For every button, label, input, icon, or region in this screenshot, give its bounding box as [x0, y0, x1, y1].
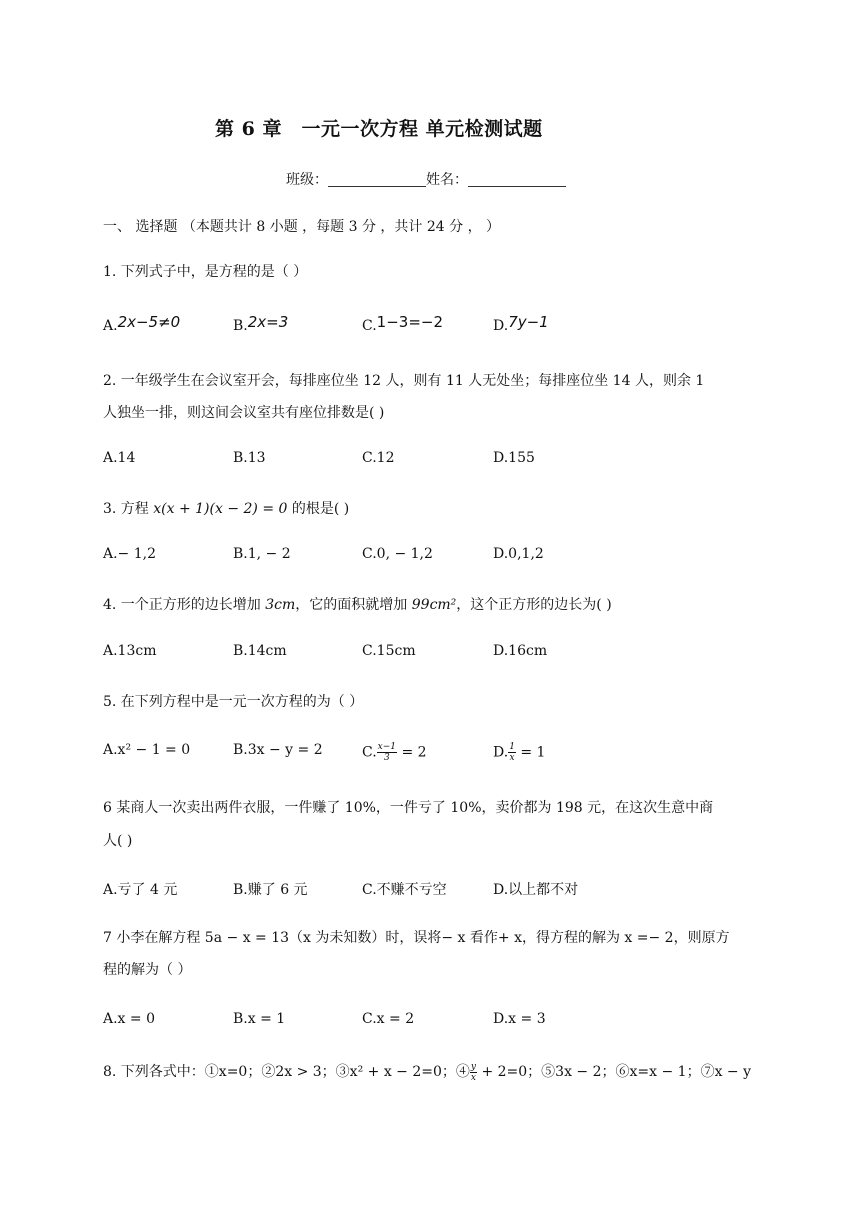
option-a: A.x = 0 — [103, 1011, 155, 1027]
question-8-stem: 8. 下列各式中：①x=0；②2x > 3；③x² + x − 2=0；④ $\frac{y}{x}$ + 2=0；⑤3x − 2；⑥x=x − 1；⑦x − y — [103, 1061, 752, 1083]
option-d: D.16cm — [493, 643, 548, 659]
question-2-stem-cont: 人独坐一排，则这间会议室共有座位排数是( ) — [103, 405, 385, 421]
option-b: B.13 — [233, 450, 266, 466]
question-3-options — [103, 546, 783, 568]
option-b: B.14cm — [233, 643, 287, 659]
class-blank — [328, 172, 426, 187]
option-c: C.0, − 1,2 — [362, 546, 433, 562]
question-4-stem: 4. 一个正方形的边长增加 3cm，它的面积就增加 99cm²，这个正方形的边长为( ) — [103, 597, 612, 613]
option-c: C.x = 2 — [362, 1011, 415, 1027]
name-blank — [468, 172, 566, 187]
option-b: B.x = 1 — [233, 1011, 286, 1027]
question-7-options — [103, 1011, 783, 1033]
fraction: $\frac{1}{x}$ — [509, 742, 515, 763]
option-a: A.2x−5≠0 — [103, 313, 181, 334]
option-b: B.3x − y = 2 — [233, 742, 323, 758]
name-label: 姓名： — [426, 172, 468, 188]
question-5-options — [103, 742, 783, 764]
section-heading: 一、 选择题 （本题共计 8 小题 ，每题 3 分 ，共计 24 分 ， ） — [103, 219, 501, 235]
option-c: C.不赚不亏空 — [362, 882, 447, 898]
option-a: A.14 — [103, 450, 136, 466]
option-d: D.7y−1 — [493, 313, 549, 334]
option-b: B.赚了 6 元 — [233, 882, 308, 898]
question-4-options — [103, 643, 783, 665]
option-a: A.13cm — [103, 643, 157, 659]
option-b: B.1, − 2 — [233, 546, 291, 562]
option-c: C.1−3=−2 — [362, 313, 444, 334]
fraction: $\frac{x-1}{3}$ — [377, 742, 397, 763]
class-label: 班级： — [286, 172, 328, 188]
student-info-line — [286, 169, 566, 189]
fraction: $\frac{y}{x}$ — [470, 1061, 476, 1083]
option-d: D.0,1,2 — [493, 546, 544, 562]
question-2-stem: 2. 一年级学生在会议室开会，每排座位坐 12 人，则有 11 人无处坐；每排座位坐 14 人，则余 1 — [103, 373, 705, 389]
option-d: D.以上都不对 — [493, 882, 579, 898]
question-1-options — [103, 313, 783, 335]
option-d: D.x = 3 — [493, 1011, 546, 1027]
question-1-stem: 1. 下列式子中，是方程的是（ ） — [103, 264, 308, 280]
question-6-options — [103, 879, 783, 901]
page-title: 第 6 章 一元一次方程 单元检测试题 — [215, 118, 543, 140]
question-6-stem-cont: 人( ) — [103, 833, 133, 849]
question-2-options — [103, 450, 783, 472]
option-a: A.− 1,2 — [103, 546, 157, 562]
question-7-stem-cont: 程的解为（ ） — [103, 962, 192, 978]
option-c: C. $\frac{x-1}{3}$ = 2 — [362, 742, 427, 763]
question-6-stem: 6 某商人一次卖出两件衣服，一件赚了 10%，一件亏了 10%，卖价都为 198 元，在这次生意中商 — [103, 800, 714, 816]
question-5-stem: 5. 在下列方程中是一元一次方程的为（ ） — [103, 694, 364, 710]
option-d: D. $\frac{1}{x}$ = 1 — [493, 742, 546, 763]
option-a: A.亏了 4 元 — [103, 882, 178, 898]
option-d: D.155 — [493, 450, 535, 466]
question-3-stem: 3. 方程 x(x + 1)(x − 2) = 0 的根是( ) — [103, 501, 350, 517]
question-7-stem: 7 小李在解方程 5a − x = 13（x 为未知数）时，误将− x 看作+ x，得方程的解为 x =− 2，则原方 — [103, 930, 730, 946]
option-c: C.12 — [362, 450, 395, 466]
option-c: C.15cm — [362, 643, 416, 659]
option-a: A.x² − 1 = 0 — [103, 742, 191, 758]
option-b: B.2x=3 — [233, 313, 289, 334]
